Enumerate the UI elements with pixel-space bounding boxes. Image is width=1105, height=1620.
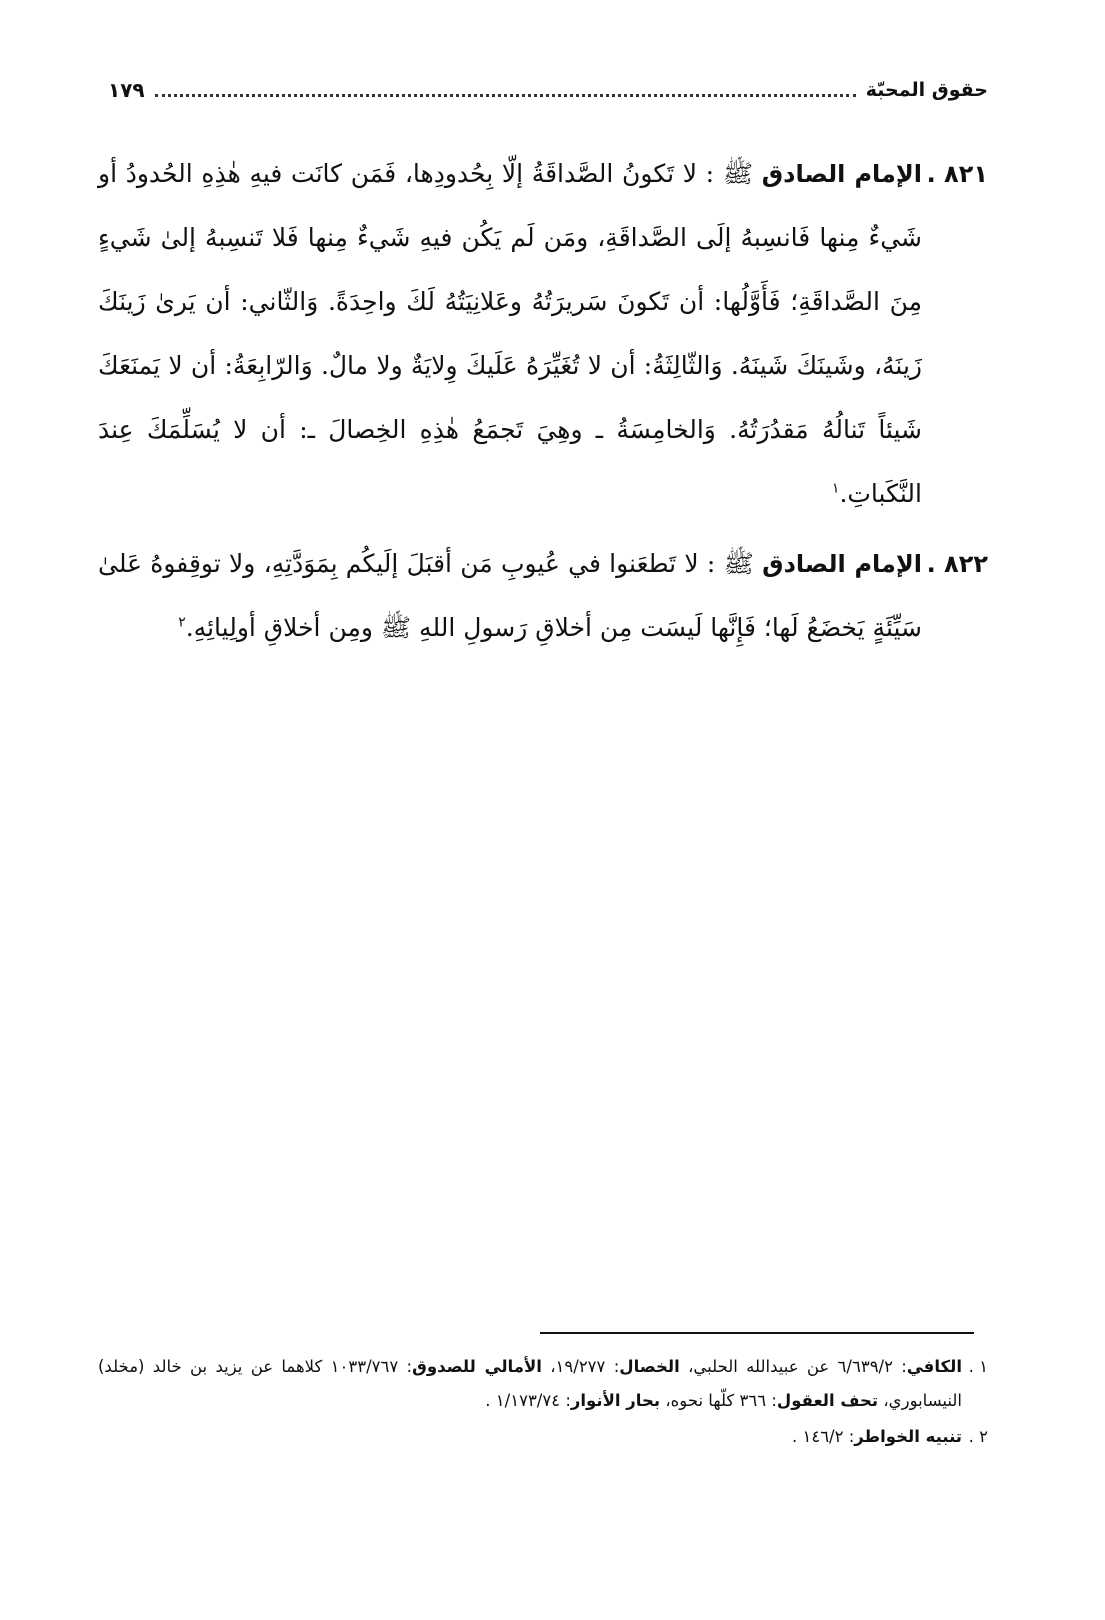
source-citation: : ١٠٣٣/٧٦٧ كلاهما عن يزيد بن خالد (مخلد) النيسابوري،: [98, 1357, 962, 1410]
source-citation: : ٦/٦٣٩/٢ عن عبيدالله الحلبي،: [679, 1357, 907, 1376]
hadith-speaker: الإمام الصادق: [761, 160, 923, 188]
source-title: بحار الأنوار: [570, 1391, 661, 1410]
chapter-title: حقوق المحبّة: [865, 79, 988, 101]
hadith-number: ٨٢٢ .: [926, 550, 988, 578]
source-title: الخصال: [619, 1357, 680, 1376]
hadith-821: [98, 142, 988, 526]
source-citation: : ١٩/٢٧٧،: [541, 1357, 620, 1376]
source-title: الأمالي للصدوق: [412, 1357, 542, 1376]
honorific-symbol: ﷺ: [723, 549, 754, 578]
hadith-text: : لا تَكونُ الصَّداقَةُ إلّا بِحُدودِها، فَمَن كانَت فيهِ هٰذِهِ الحُدودُ أو شَيءٌ مِنها فَانسِبهُ إلَى الصَّداقَةِ، ومَن لَم يَكُن فيهِ شَيءٌ مِنها فَلا تَنسِبهُ إلىٰ شَيءٍ مِنَ الصَّداقَةِ؛ فَأَوَّلُها: أن تَكونَ سَريرَتُهُ وعَلانِيَتُهُ لَكَ واحِدَةً. وَالثّاني: أن يَرىٰ زَينَكَ زَينَهُ، وشَينَكَ شَينَهُ. وَالثّالِثَةُ: أن لا تُغَيِّرَهُ عَلَيكَ وِلايَةٌ ولا مالٌ. وَالرّابِعَةُ: أن لا يَمنَعَكَ شَيئاً تَنالُهُ مَقدُرَتُهُ. وَالخامِسَةُ ـ وهِيَ تَجمَعُ هٰذِهِ الخِصالَ ـ: أن لا يُسَلِّمَكَ عِندَ النَّكَباتِ.: [98, 159, 922, 508]
footnote-separator: [540, 1332, 974, 1334]
source-title: تنبيه الخواطر: [854, 1427, 962, 1446]
source-title: تحف العقول: [776, 1391, 879, 1410]
footnote-2: [98, 1420, 988, 1454]
source-title: الكافي: [906, 1357, 962, 1376]
page-number: ١٧٩: [108, 78, 145, 102]
header-dot-leader: [155, 94, 856, 97]
hadith-number: ٨٢١ .: [926, 160, 988, 188]
source-citation: : ١/١٧٣/٧٤ .: [485, 1391, 571, 1410]
hadith-text: : لا تَطعَنوا في عُيوبِ مَن أقبَلَ إلَيكُم بِمَوَدَّتِهِ، ولا توقِفوهُ عَلىٰ سَيِّئَةٍ يَخضَعُ لَها؛ فَإِنَّها لَيسَت مِن أخلاقِ رَسولِ اللهِ ﷺ ومِن أخلاقِ أولِيائِهِ.: [98, 549, 922, 642]
source-citation: : ٣٦٦ كلّها نحوه،: [660, 1391, 777, 1410]
hadith-speaker: الإمام الصادق: [762, 550, 923, 578]
footnotes: [98, 1350, 988, 1456]
footnote-number: ٢ .: [968, 1427, 988, 1446]
footnote-reference[interactable]: ١: [831, 480, 840, 497]
honorific-symbol: ﷺ: [722, 159, 754, 188]
hadith-822: [98, 532, 988, 660]
running-header: [108, 70, 988, 110]
source-citation: : ١٤٦/٢ .: [791, 1427, 855, 1446]
footnote-number: ١ .: [968, 1357, 988, 1376]
footnote-1: [98, 1350, 988, 1418]
main-text: [98, 142, 988, 666]
footnote-reference[interactable]: ٢: [178, 614, 186, 631]
